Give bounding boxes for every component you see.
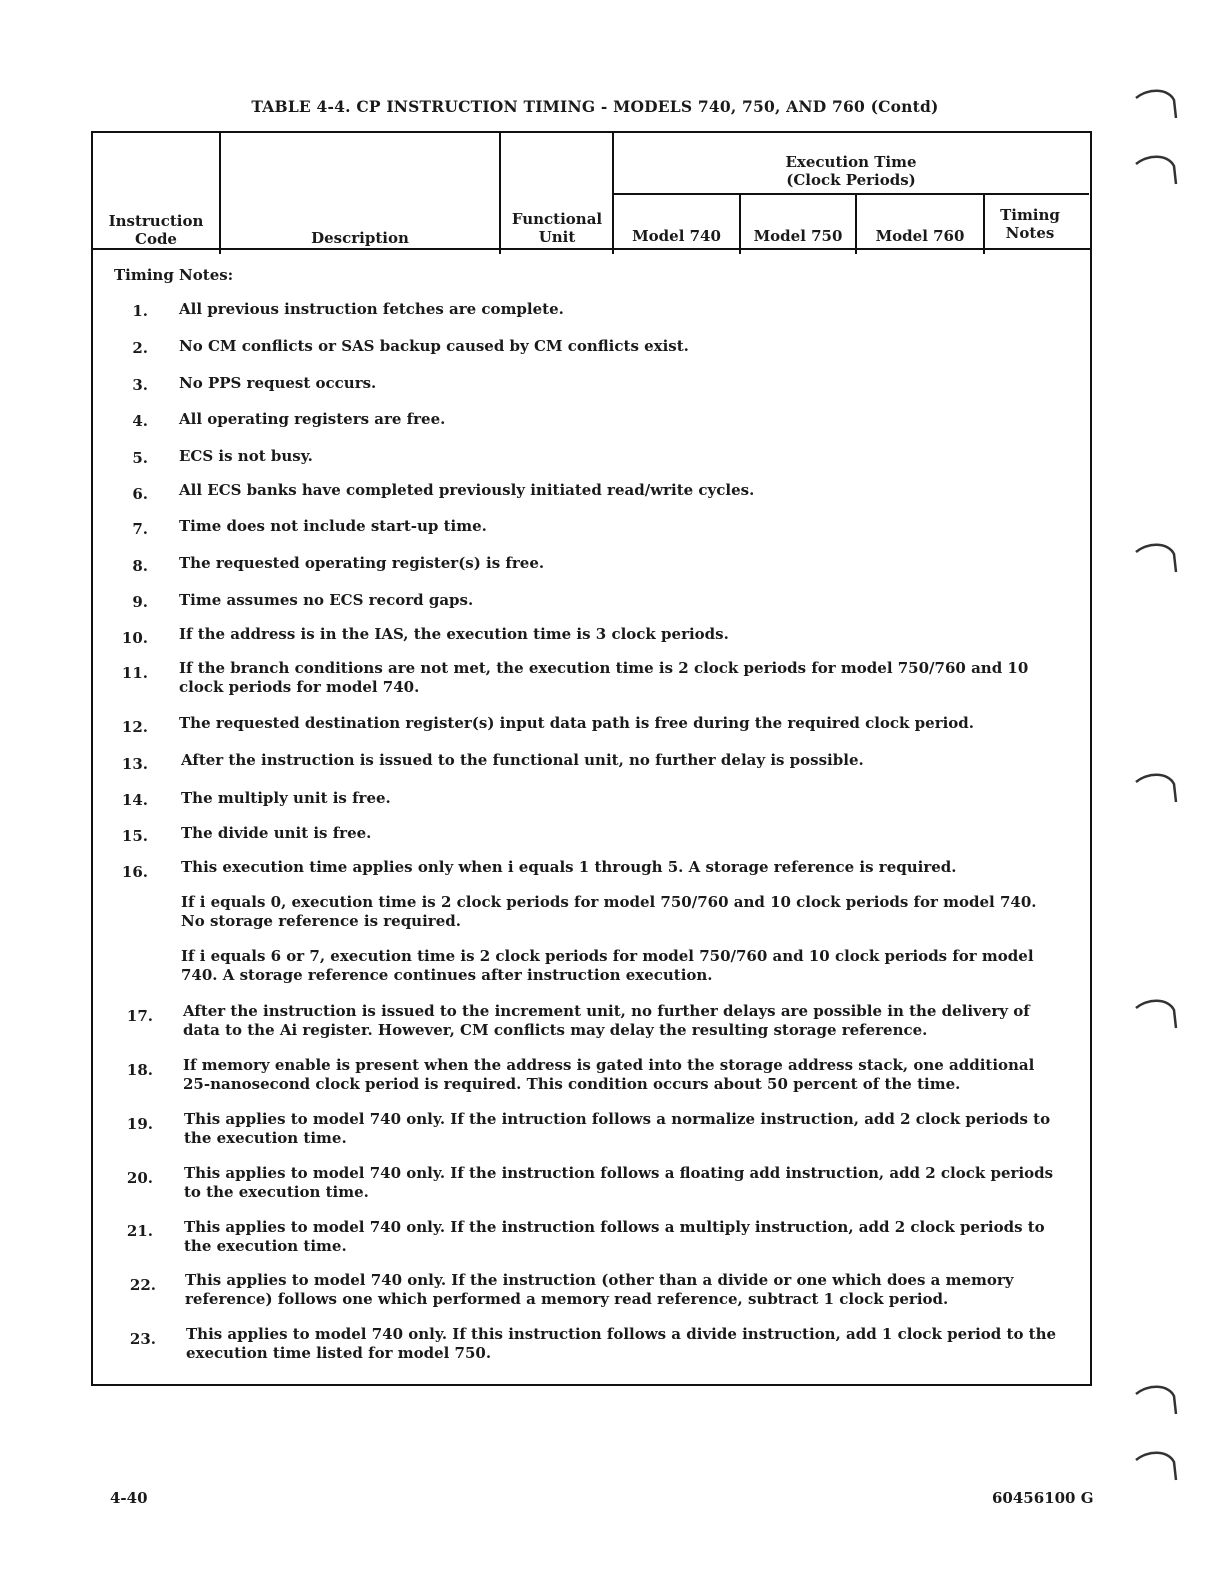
note-text: Time assumes no ECS record gaps. (179, 591, 474, 609)
note-text: This applies to model 740 only. If the instruction follows a multiply instruction, add 2 clock periods to the execution time. (184, 1218, 1045, 1255)
note-text: After the instruction is issued to the functional unit, no further delay is possible. (181, 751, 864, 769)
note-text: If memory enable is present when the address is gated into the storage address stack, one additional 25-nanosecond clock period is required. This condition occurs about 50 percent of the time. (183, 1056, 1035, 1093)
note-text: This applies to model 740 only. If the instruction follows a floating add instruction, add 2 clock periods to the execution time. (184, 1164, 1054, 1201)
page-number: 4-40 (110, 1489, 148, 1507)
note-number: 3. (132, 376, 148, 394)
header-functional-unit: Functional Unit (511, 210, 603, 246)
note-continuation: If i equals 6 or 7, execution time is 2 clock periods for model 750/760 and 10 clock periods for model 740. A storage reference continues after instruction execution. (181, 947, 1034, 984)
note-text: All operating registers are free. (179, 410, 446, 428)
note-text: If the address is in the IAS, the execution time is 3 clock periods. (179, 625, 729, 643)
note-number: 22. (129, 1276, 156, 1294)
column-divider (983, 193, 985, 254)
execution-time-rule (612, 193, 1089, 195)
binder-hole-mark (1134, 1448, 1180, 1484)
note-number: 7. (132, 520, 148, 538)
document-number: 60456100 G (992, 1489, 1094, 1507)
note-number: 6. (132, 485, 148, 503)
column-divider (499, 133, 501, 254)
note-continuation: If i equals 0, execution time is 2 clock periods for model 750/760 and 10 clock periods for model 740. No storage reference is required. (181, 893, 1037, 930)
note-number: 17. (126, 1007, 153, 1025)
header-description: Description (311, 229, 409, 247)
note-text: No PPS request occurs. (179, 374, 377, 392)
timing-notes-heading: Timing Notes: (114, 266, 234, 284)
header-instruction-code: Instruction Code (108, 212, 204, 248)
note-text: This applies to model 740 only. If the intruction follows a normalize instruction, add 2 clock periods to the execution time. (184, 1110, 1051, 1147)
binder-hole-mark (1134, 540, 1180, 576)
header-execution-time: Execution Time (785, 153, 917, 171)
note-text: No CM conflicts or SAS backup caused by CM conflicts exist. (179, 337, 689, 355)
note-text: Time does not include start-up time. (179, 517, 487, 535)
note-number: 19. (126, 1115, 153, 1133)
header-model-740: Model 740 (632, 227, 721, 245)
note-number: 14. (121, 791, 148, 809)
note-text: The requested destination register(s) input data path is free during the required clock period. (179, 714, 975, 732)
note-text: This applies to model 740 only. If this instruction follows a divide instruction, add 1 clock period to the execution time listed for model 750. (186, 1325, 1057, 1362)
note-text: ECS is not busy. (179, 447, 313, 465)
note-number: 1. (132, 302, 148, 320)
note-text: If the branch conditions are not met, the execution time is 2 clock periods for model 750/760 and 10 clock periods for model 740. (179, 659, 1029, 696)
note-text: All ECS banks have completed previously initiated read/write cycles. (179, 481, 755, 499)
note-text: The requested operating register(s) is free. (179, 554, 545, 572)
header-model-760: Model 760 (875, 227, 965, 245)
header-bottom-rule (91, 248, 1090, 250)
note-number: 12. (121, 718, 148, 736)
note-number: 4. (132, 412, 148, 430)
note-text: The divide unit is free. (181, 824, 372, 842)
binder-hole-mark (1134, 152, 1180, 188)
note-number: 21. (126, 1222, 153, 1240)
note-text: The multiply unit is free. (181, 789, 391, 807)
header-timing-notes: Timing Notes (1000, 206, 1060, 242)
note-number: 15. (121, 827, 148, 845)
binder-hole-mark (1134, 770, 1180, 806)
note-number: 8. (132, 557, 148, 575)
note-number: 20. (126, 1169, 153, 1187)
note-number: 9. (132, 593, 148, 611)
note-number: 5. (132, 449, 148, 467)
header-model-750: Model 750 (753, 227, 843, 245)
note-number: 11. (121, 664, 148, 682)
note-number: 10. (121, 629, 148, 647)
binder-hole-mark (1134, 996, 1180, 1032)
note-text: All previous instruction fetches are complete. (179, 300, 564, 318)
binder-hole-mark (1134, 1382, 1180, 1418)
note-number: 2. (132, 339, 148, 357)
header-clock-periods: (Clock Periods) (786, 171, 916, 189)
note-text: This execution time applies only when i equals 1 through 5. A storage reference is required. (181, 858, 957, 876)
table-title: TABLE 4-4. CP INSTRUCTION TIMING - MODELS 740, 750, AND 760 (Contd) (251, 97, 939, 116)
binder-hole-mark (1134, 86, 1180, 122)
note-text: After the instruction is issued to the increment unit, no further delays are possible in the delivery of data to the Ai register. However, CM conflicts may delay the resulting storage reference. (183, 1002, 1030, 1039)
note-number: 18. (126, 1061, 153, 1079)
note-number: 16. (121, 863, 148, 881)
note-text: This applies to model 740 only. If the instruction (other than a divide or one which does a memory reference) follows one which performed a memory read reference, subtract 1 clock period. (185, 1271, 1014, 1308)
note-number: 23. (129, 1330, 156, 1348)
note-number: 13. (121, 755, 148, 773)
